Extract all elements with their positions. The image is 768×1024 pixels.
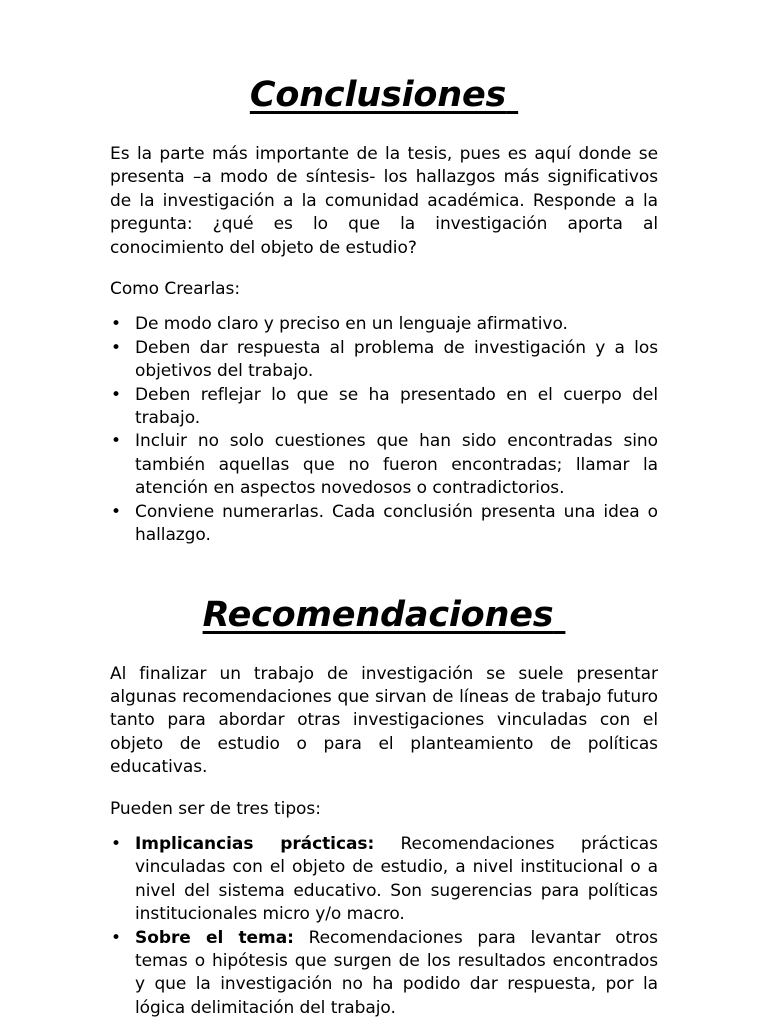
list-item: [110, 337, 658, 384]
conclusiones-bullet-list: [110, 313, 658, 547]
list-item-text: Recomendaciones para levantar otros temas o hipótesis que surgen de los resultados encontrados y que la investigación no ha podido dar respuesta, por la lógica delimitación del trabajo.: [135, 927, 658, 1018]
list-item-text: Deben reflejar lo que se ha presentado en el cuerpo del trabajo.: [135, 384, 658, 429]
recomendaciones-subheading: Pueden ser de tres tipos:: [110, 798, 321, 819]
recomendaciones-bullet-list: [110, 833, 658, 1020]
conclusiones-subheading: Como Crearlas:: [110, 279, 241, 300]
heading-recomendaciones-trailing-space: [553, 595, 565, 635]
heading-recomendaciones-text: Recomendaciones: [202, 594, 554, 635]
section-conclusiones-header: [110, 0, 658, 116]
list-item-bold-lead: Sobre el tema:: [135, 927, 294, 948]
conclusiones-intro-paragraph: Es la parte más importante de la tesis, pues es aquí donde se presenta –a modo de síntesis- los hallazgos más significativos de la investigación a la comunidad académica. Responde a la pregunta: ¿qué es lo que la investigación aporta al conocimiento del objeto de estudio?: [110, 144, 658, 258]
recomendaciones-intro-paragraph: Al finalizar un trabajo de investigación se suele presentar algunas recomendaciones que sirvan de líneas de trabajo futuro tanto para abordar otras investigaciones vinculadas con el objeto de estudio o para el planteamiento de políticas educativas.: [110, 663, 658, 778]
list-item: [110, 313, 658, 336]
list-item: [110, 501, 658, 548]
list-item: [110, 384, 658, 431]
heading-conclusiones: [110, 74, 658, 116]
list-item-text: Recomendaciones prácticas vinculadas con el objeto de estudio, a nivel institucional o a nivel del sistema educativo. Son sugerencias para políticas institucionales micro y/o macro.: [135, 833, 658, 925]
list-item: [110, 430, 658, 500]
heading-recomendaciones: [110, 594, 658, 636]
list-item-text: Deben dar respuesta al problema de investigación y a los objetivos del trabajo.: [135, 337, 658, 382]
heading-conclusiones-trailing-space: [506, 75, 518, 115]
heading-conclusiones-text: Conclusiones: [249, 75, 507, 115]
list-item-text: De modo claro y preciso en un lenguaje afirmativo.: [135, 314, 568, 335]
list-item-bold-lead: Implicancias prácticas:: [135, 833, 375, 854]
section-recomendaciones-header: [110, 548, 658, 636]
list-item: [110, 833, 658, 927]
list-item-text: Conviene numerarlas. Cada conclusión presenta una idea o hallazgo.: [135, 501, 658, 546]
list-item: [110, 927, 658, 1021]
list-item-text: Incluir no solo cuestiones que han sido encontradas sino también aquellas que no fueron encontradas; llamar la atención en aspectos novedosos o contradictorios.: [135, 431, 658, 499]
